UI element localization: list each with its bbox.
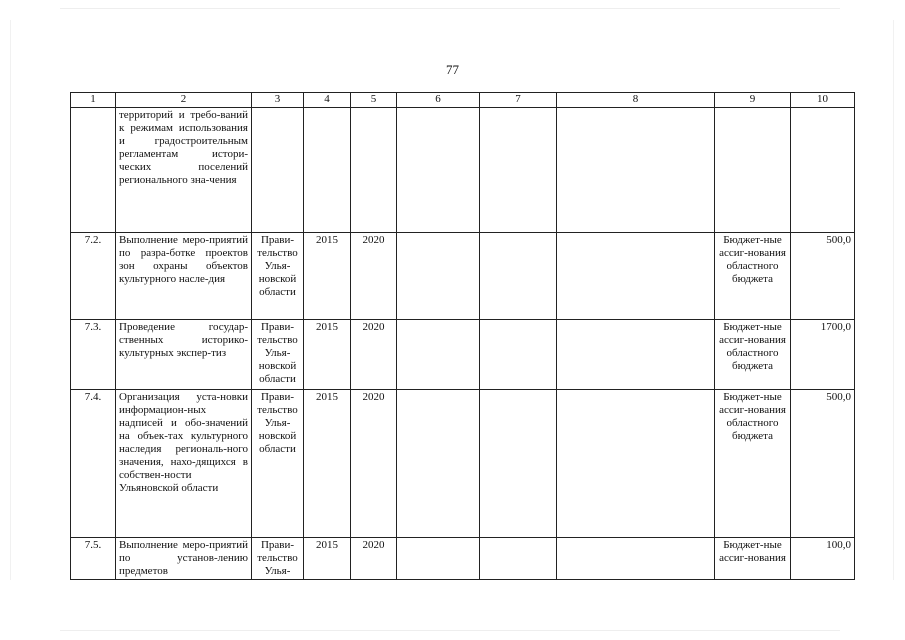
cell-col6 — [397, 538, 480, 580]
cell-col8 — [557, 390, 715, 538]
cell-source: Бюджет-ные ассиг-нования областного бюджета — [715, 233, 791, 320]
scan-edge-right — [893, 20, 894, 580]
program-table — [70, 92, 855, 580]
cell-col6 — [397, 233, 480, 320]
header-cell: 2 — [116, 93, 252, 108]
table-header-row — [71, 93, 855, 108]
cell-amount: 500,0 — [791, 390, 855, 538]
header-cell: 9 — [715, 93, 791, 108]
cell-executor: Прави-тельство Улья-новской области — [252, 320, 304, 390]
cell-description: территорий и требо-ваний к режимам использования и градостроительным регламентам истори-ческих поселений регионального зна-чения — [116, 108, 252, 233]
cell-source — [715, 108, 791, 233]
table-row — [71, 538, 855, 580]
page-number: 77 — [446, 62, 459, 77]
cell-amount — [791, 108, 855, 233]
cell-num: 7.4. — [71, 390, 116, 538]
scan-edge-left — [10, 20, 11, 580]
header-cell: 1 — [71, 93, 116, 108]
cell-col7 — [480, 538, 557, 580]
cell-num — [71, 108, 116, 233]
table-row — [71, 320, 855, 390]
header-cell: 8 — [557, 93, 715, 108]
cell-col6 — [397, 108, 480, 233]
cell-col7 — [480, 233, 557, 320]
cell-end-year: 2020 — [351, 233, 397, 320]
cell-source: Бюджет-ные ассиг-нования областного бюджета — [715, 320, 791, 390]
cell-num: 7.3. — [71, 320, 116, 390]
cell-executor: Прави-тельство Улья-новской области — [252, 233, 304, 320]
cell-amount: 100,0 — [791, 538, 855, 580]
cell-amount: 1700,0 — [791, 320, 855, 390]
cell-col7 — [480, 320, 557, 390]
header-cell: 5 — [351, 93, 397, 108]
cell-end-year: 2020 — [351, 320, 397, 390]
header-cell: 4 — [304, 93, 351, 108]
header-cell: 3 — [252, 93, 304, 108]
cell-end-year: 2020 — [351, 390, 397, 538]
cell-executor — [252, 108, 304, 233]
cell-start-year: 2015 — [304, 538, 351, 580]
header-cell: 6 — [397, 93, 480, 108]
cell-start-year: 2015 — [304, 320, 351, 390]
cell-col6 — [397, 390, 480, 538]
table-row-continued — [71, 108, 855, 233]
cell-description: Выполнение меро-приятий по установ-лению предметов — [116, 538, 252, 580]
cell-end-year — [351, 108, 397, 233]
cell-col8 — [557, 538, 715, 580]
header-cell: 10 — [791, 93, 855, 108]
scan-edge-bottom — [60, 630, 840, 631]
cell-description: Выполнение меро-приятий по разра-ботке проектов зон охраны объектов культурного насле-дия — [116, 233, 252, 320]
cell-amount: 500,0 — [791, 233, 855, 320]
cell-executor: Прави-тельство Улья- — [252, 538, 304, 580]
cell-description: Проведение государ-ственных историко-культурных экспер-тиз — [116, 320, 252, 390]
scan-edge-top — [60, 8, 840, 9]
cell-source: Бюджет-ные ассиг-нования областного бюджета — [715, 390, 791, 538]
table-row — [71, 233, 855, 320]
cell-source: Бюджет-ные ассиг-нования — [715, 538, 791, 580]
cell-col8 — [557, 233, 715, 320]
cell-num: 7.5. — [71, 538, 116, 580]
cell-executor: Прави-тельство Улья-новской области — [252, 390, 304, 538]
cell-description: Организация уста-новки информацион-ных надписей и обо-значений на объек-тах культурного наследия региональ-ного значения, нахо-дящихся в собствен-ности Ульяновской области — [116, 390, 252, 538]
cell-start-year — [304, 108, 351, 233]
cell-col8 — [557, 320, 715, 390]
cell-start-year: 2015 — [304, 233, 351, 320]
cell-start-year: 2015 — [304, 390, 351, 538]
cell-end-year: 2020 — [351, 538, 397, 580]
cell-col6 — [397, 320, 480, 390]
table-row — [71, 390, 855, 538]
cell-num: 7.2. — [71, 233, 116, 320]
cell-col7 — [480, 390, 557, 538]
cell-col7 — [480, 108, 557, 233]
cell-col8 — [557, 108, 715, 233]
header-cell: 7 — [480, 93, 557, 108]
